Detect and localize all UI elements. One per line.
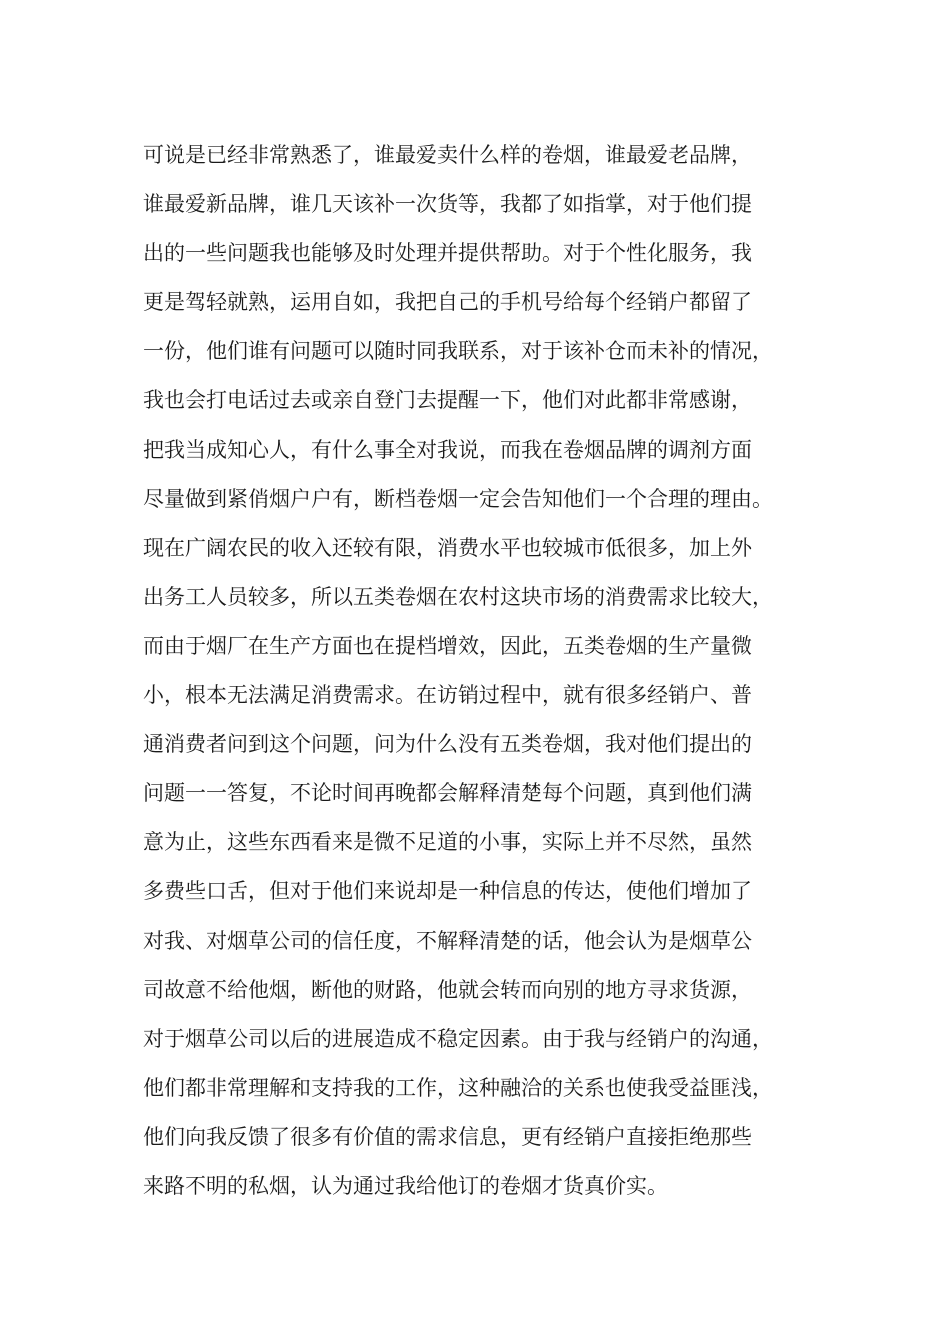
text-line: 现在广阔农民的收入还较有限，消费水平也较城市低很多，加上外 bbox=[143, 535, 752, 560]
text-line: 对我、对烟草公司的信任度，不解释清楚的话，他会认为是烟草公 bbox=[143, 928, 752, 953]
text-line: 来路不明的私烟，认为通过我给他订的卷烟才货真价实。 bbox=[143, 1173, 668, 1198]
text-line: 可说是已经非常熟悉了，谁最爱卖什么样的卷烟，谁最爱老品牌， bbox=[143, 143, 752, 167]
text-line: 司故意不给他烟，断他的财路，他就会转而向别的地方寻求货源， bbox=[143, 977, 752, 1002]
text-line: 尽量做到紧俏烟户户有，断档卷烟一定会告知他们一个合理的理由。 bbox=[143, 486, 773, 511]
text-line: 一份，他们谁有问题可以随时同我联系，对于该补仓而未补的情况， bbox=[143, 339, 773, 364]
text-line: 他们向我反馈了很多有价值的需求信息，更有经销户直接拒绝那些 bbox=[143, 1124, 752, 1149]
text-line: 出的一些问题我也能够及时处理并提供帮助。对于个性化服务，我 bbox=[143, 241, 752, 266]
text-line: 他们都非常理解和支持我的工作，这种融洽的关系也使我受益匪浅， bbox=[143, 1075, 773, 1100]
body-text bbox=[143, 131, 843, 1211]
text-line: 我也会打电话过去或亲自登门去提醒一下，他们对此都非常感谢， bbox=[143, 388, 752, 413]
text-line: 把我当成知心人，有什么事全对我说，而我在卷烟品牌的调剂方面 bbox=[143, 437, 752, 462]
text-line: 小，根本无法满足消费需求。在访销过程中，就有很多经销户、普 bbox=[143, 683, 752, 708]
text-line: 更是驾轻就熟，运用自如，我把自己的手机号给每个经销户都留了 bbox=[143, 290, 752, 315]
text-line: 出务工人员较多，所以五类卷烟在农村这块市场的消费需求比较大， bbox=[143, 584, 773, 609]
text-line: 多费些口舌，但对于他们来说却是一种信息的传达，使他们增加了 bbox=[143, 879, 752, 904]
text-line: 而由于烟厂在生产方面也在提档增效，因此，五类卷烟的生产量微 bbox=[143, 633, 752, 658]
text-line: 问题一一答复，不论时间再晚都会解释清楚每个问题，真到他们满 bbox=[143, 781, 752, 806]
text-line: 意为止，这些东西看来是微不足道的小事，实际上并不尽然，虽然 bbox=[143, 830, 752, 855]
text-line: 对于烟草公司以后的进展造成不稳定因素。由于我与经销户的沟通， bbox=[143, 1026, 773, 1051]
text-line: 谁最爱新品牌，谁几天该补一次货等，我都了如指掌，对于他们提 bbox=[143, 192, 752, 217]
text-line: 通消费者问到这个问题，问为什么没有五类卷烟，我对他们提出的 bbox=[143, 732, 752, 757]
